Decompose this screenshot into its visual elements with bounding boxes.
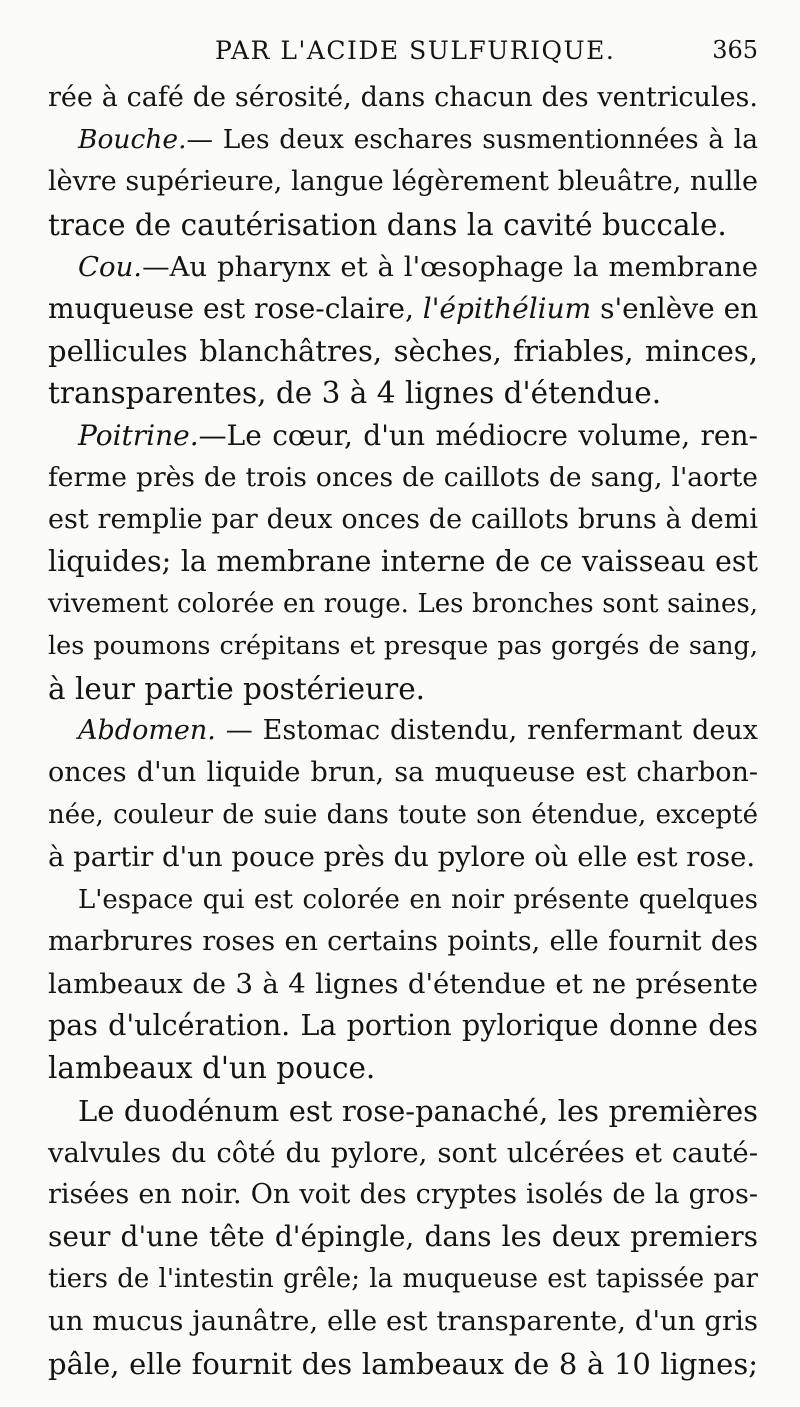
text-line: née, couleur de suie dans toute son étendue, excepté <box>48 800 758 831</box>
text-line: muqueuse est rose-claire, l'épithélium s'enlève en <box>48 291 759 325</box>
text-line: rée à café de sérosité, dans chacun des ventricules. <box>48 82 758 113</box>
text-line: marbrures roses en certains points, elle fournit des <box>48 925 758 957</box>
text-line: Le duodénum est rose-panaché, les premières <box>78 1093 758 1128</box>
text-line: pâle, elle fournit des lambeaux de 8 à 10 lignes; <box>48 1346 758 1381</box>
text-line: trace de cautérisation dans la cavité buccale. <box>48 207 727 242</box>
text-line: tiers de l'intestin grêle; la muqueuse est tapissée par <box>48 1264 758 1295</box>
body-text <box>48 77 758 1385</box>
page-number: 365 <box>712 36 758 64</box>
text-line: seur d'une tête d'épingle, dans les deux premiers <box>48 1220 758 1254</box>
text-line: onces d'un liquide brun, sa muqueuse est charbon- <box>48 757 758 788</box>
text-line: un mucus jaunâtre, elle est transparente, d'un gris <box>48 1305 758 1338</box>
text-line: valvules du côté du pylore, sont ulcérées et cauté- <box>48 1136 758 1169</box>
text-line: risées en noir. On voit des cryptes isolés de la gros- <box>48 1178 758 1210</box>
text-line: lambeaux de 3 à 4 lignes d'étendue et ne présente <box>48 967 758 1000</box>
text-line: vivement colorée en rouge. Les bronches sont saines, <box>48 589 758 620</box>
text-line: ferme près de trois onces de caillots de sang, l'aorte <box>48 461 758 493</box>
text-line: pas d'ulcération. La portion pylorique donne des <box>48 1009 758 1043</box>
text-line: est remplie par deux onces de caillots bruns à demi <box>48 503 758 535</box>
text-line: lambeaux d'un pouce. <box>48 1051 376 1086</box>
text-line: pellicules blanchâtres, sèches, friables, minces, <box>48 334 758 369</box>
text-line: transparentes, de 3 à 4 lignes d'étendue. <box>48 376 662 411</box>
text-line: à partir d'un pouce près du pylore où elle est rose. <box>48 841 756 874</box>
text-line: les poumons crépitans et presque pas gorgés de sang, <box>48 631 758 662</box>
text-line: liquides; la membrane interne de ce vaisseau est <box>48 545 758 579</box>
text-line: Poitrine.—Le cœur, d'un médiocre volume, ren- <box>78 418 758 452</box>
running-title: PAR L'ACIDE SULFURIQUE. <box>215 36 616 65</box>
text-line: Abdomen. — Estomac distendu, renfermant deux <box>78 714 758 746</box>
text-line: Bouche.— Les deux eschares susmentionnées à la <box>78 124 758 156</box>
text-line: à leur partie postérieure. <box>48 671 426 706</box>
page-header <box>0 36 800 76</box>
text-line: lèvre supérieure, langue légèrement bleuâtre, nulle <box>48 166 758 198</box>
text-line: Cou.—Au pharynx et à l'œsophage la membrane <box>78 250 758 283</box>
text-line: L'espace qui est colorée en noir présente quelques <box>78 884 758 915</box>
